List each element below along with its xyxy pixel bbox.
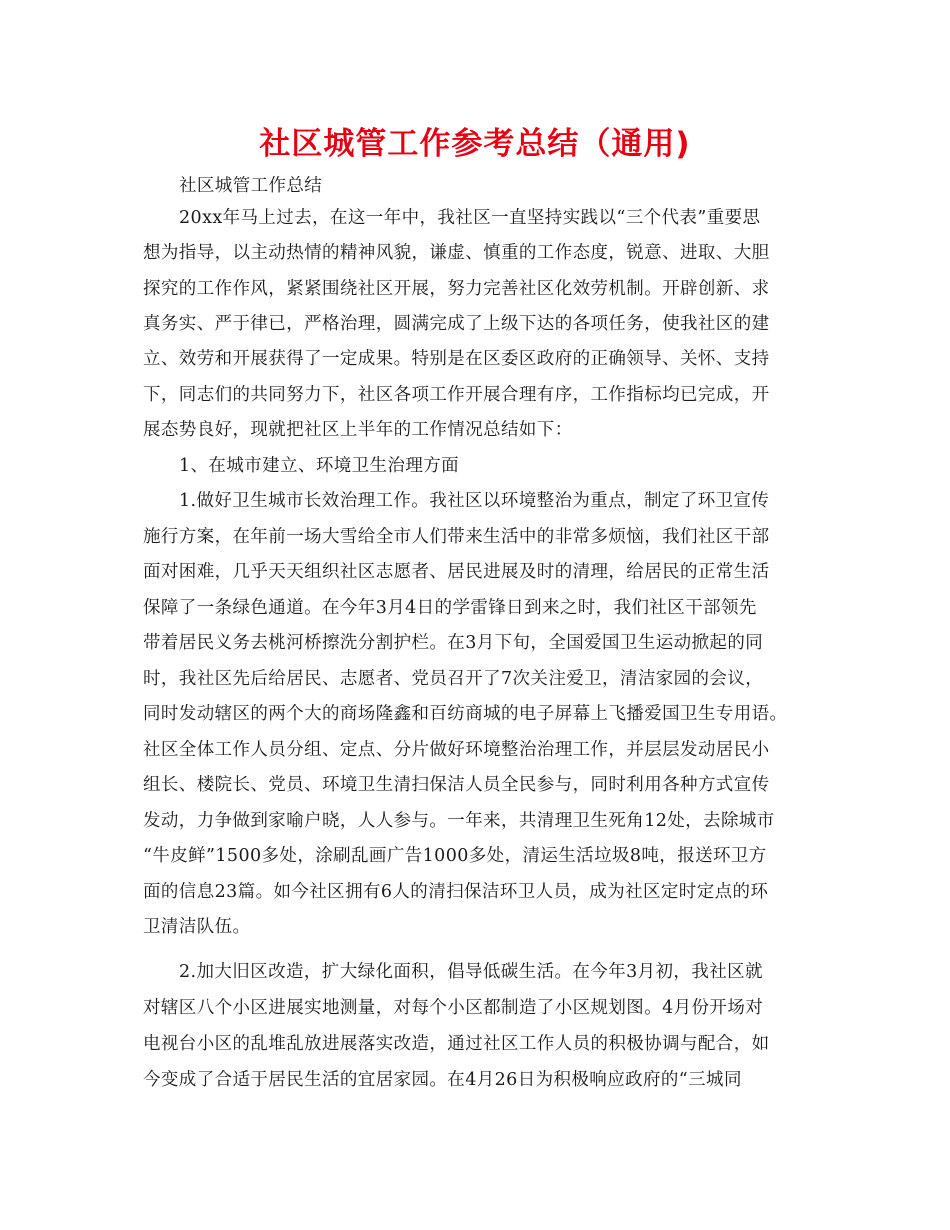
paragraph-line: 面对困难，几乎天天组织社区志愿者、居民进展及时的清理，给居民的正常生活 — [143, 562, 770, 582]
paragraph-line: 面的信息23篇。如今社区拥有6人的清扫保洁环卫人员，成为社区定时定点的环 — [143, 882, 769, 902]
paragraph-line: 20xx年马上过去，在这一年中，我社区一直坚持实践以“三个代表”重要思 — [179, 208, 761, 228]
paragraph-line: 下，同志们的共同努力下，社区各项工作开展合理有序，工作指标均已完成，开 — [143, 385, 770, 405]
section-heading: 1、在城市建立、环境卫生治理方面 — [179, 456, 460, 476]
paragraph-line: 同时发动辖区的两个大的商场隆鑫和百纺商城的电子屏幕上飞播爱国卫生专用语。 — [143, 704, 788, 724]
paragraph-line: 今变成了合适于居民生活的宜居家园。在4月26日为积极响应政府的“三城同 — [143, 1070, 742, 1090]
paragraph-line: 想为指导，以主动热情的精神风貌，谦虚、慎重的工作态度，锐意、进取、大胆 — [143, 243, 770, 263]
paragraph-line: 时，我社区先后给居民、志愿者、党员召开了7次关注爱卫，清洁家园的会议， — [143, 669, 764, 689]
paragraph-line: 组长、楼院长、党员、环境卫生清扫保洁人员全民参与，同时利用各种方式宣传 — [143, 775, 770, 795]
section-heading: 社区城管工作总结 — [179, 176, 323, 196]
paragraph-line: 展态势良好，现就把社区上半年的工作情况总结如下： — [143, 420, 573, 440]
paragraph-line: 卫清洁队伍。 — [143, 917, 251, 937]
paragraph-line: 对辖区八个小区进展实地测量，对每个小区都制造了小区规划图。4月份开场对 — [143, 998, 764, 1018]
paragraph-line: “牛皮鲜”1500多处，涂刷乱画广告1000多处，清运生活垃圾8吨，报送环卫方 — [143, 846, 767, 866]
paragraph-line: 带着居民义务去桃河桥擦洗分割护栏。在3月下旬，全国爱国卫生运动掀起的同 — [143, 633, 764, 653]
paragraph-line: 1.做好卫生城市长效治理工作。我社区以环境整治为重点，制定了环卫宣传 — [179, 491, 770, 511]
paragraph-line: 电视台小区的乱堆乱放进展落实改造，通过社区工作人员的积极协调与配合，如 — [143, 1034, 770, 1054]
paragraph-line: 真务实、严于律已，严格治理，圆满完成了上级下达的各项任务，使我社区的建 — [143, 314, 770, 334]
document-title: 社区城管工作参考总结（通用) — [259, 126, 691, 162]
paragraph-line: 探究的工作作风，紧紧围绕社区开展，努力完善社区化效劳机制。开辟创新、求 — [143, 279, 770, 299]
paragraph-line: 保障了一条绿色通道。在今年3月4日的学雷锋日到来之时，我们社区干部领先 — [143, 598, 757, 618]
paragraph-line: 社区全体工作人员分组、定点、分片做好环境整治治理工作，并层层发动居民小 — [143, 740, 770, 760]
paragraph-line: 2.加大旧区改造，扩大绿化面积，倡导低碳生活。在今年3月初，我社区就 — [179, 962, 763, 982]
paragraph-line: 立、效劳和开展获得了一定成果。特别是在区委区政府的正确领导、关怀、支持 — [143, 349, 770, 369]
paragraph-line: 发动，力争做到家喻户晓，人人参与。一年来，共清理卫生死角12处，去除城市 — [143, 811, 775, 831]
paragraph-line: 施行方案，在年前一场大雪给全市人们带来生活中的非常多烦恼，我们社区干部 — [143, 527, 770, 547]
